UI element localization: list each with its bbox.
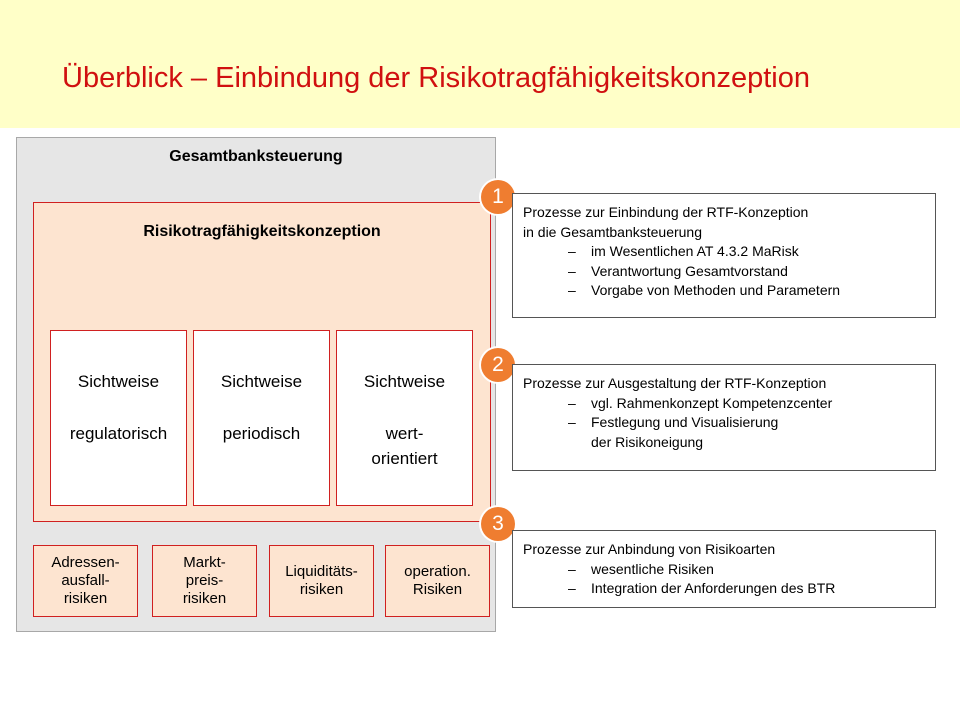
step-badge-2: 2 <box>481 348 515 382</box>
panel-bullet: – wesentliche Risiken <box>568 560 714 577</box>
panel-bullet: – Vorgabe von Methoden und Parametern <box>568 282 841 299</box>
process-panel-3 <box>512 530 936 608</box>
panel-bullet: – Festlegung und Visualisierung <box>568 414 779 431</box>
panel-bullet-cont: der Risikoneigung <box>591 433 704 450</box>
gesamtbanksteuerung-label: Gesamtbanksteuerung <box>169 148 343 165</box>
view-label: Sichtweise <box>220 372 303 391</box>
panel-bullet: – Verantwortung Gesamtvorstand <box>568 262 788 279</box>
panel-heading: Prozesse zur Anbindung von Risikoarten <box>523 541 776 557</box>
process-panel-1 <box>512 193 936 318</box>
view-type: wert- <box>385 423 424 443</box>
step-badge-1: 1 <box>481 180 515 214</box>
step-badge-3: 3 <box>481 507 515 541</box>
risk-liquiditaet: Liquiditäts- risiken <box>269 545 374 617</box>
panel-heading: Prozesse zur Ausgestaltung der RTF-Konzeption <box>523 375 827 391</box>
rtf-konzeption-label: Risikotragfähigkeitskonzeption <box>143 223 381 240</box>
view-type: periodisch <box>222 423 301 443</box>
panel-bullet: – Integration der Anforderungen des BTR <box>568 580 836 597</box>
view-type-cont: orientiert <box>371 449 438 468</box>
title-bar <box>0 0 960 128</box>
view-wertorientiert <box>336 330 473 506</box>
panel-heading-cont: in die Gesamtbanksteuerung <box>523 223 702 240</box>
view-periodisch <box>193 330 330 506</box>
panel-heading: Prozesse zur Einbindung der RTF-Konzeption <box>523 204 809 220</box>
process-panel-2 <box>512 364 936 471</box>
view-regulatorisch <box>50 330 187 506</box>
view-label: Sichtweise <box>363 372 446 391</box>
panel-bullet: – vgl. Rahmenkonzept Kompetenzcenter <box>568 394 833 411</box>
risk-marktpreis: Markt- preis- risiken <box>152 545 257 617</box>
panel-bullet: – im Wesentlichen AT 4.3.2 MaRisk <box>568 243 799 260</box>
view-type: regulatorisch <box>69 423 168 443</box>
gesamtbanksteuerung-box <box>16 137 496 632</box>
view-label: Sichtweise <box>77 372 160 391</box>
rtf-konzeption-box <box>33 202 491 522</box>
slide-title: Überblick – Einbindung der Risikotragfähigkeitskonzeption <box>62 62 810 94</box>
risk-adressenausfall: Adressen- ausfall- risiken <box>33 545 138 617</box>
risk-operationell: operation. Risiken <box>385 545 490 617</box>
